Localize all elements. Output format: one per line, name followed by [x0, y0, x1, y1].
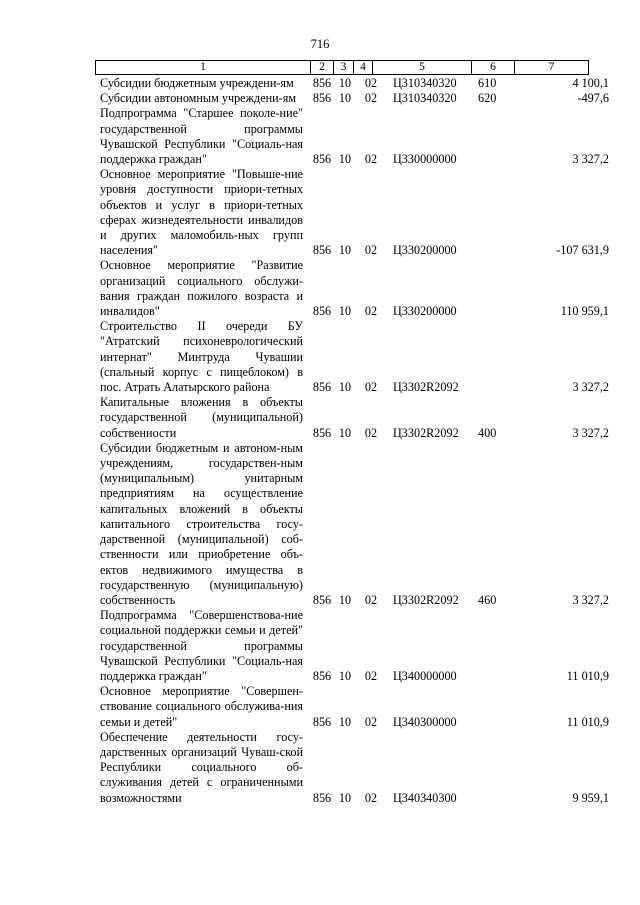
row-col-4: 02 — [364, 76, 378, 90]
row-col-4: 02 — [364, 304, 378, 319]
page-number: 716 — [310, 37, 330, 51]
row-col-5: Ц340300000 — [393, 714, 457, 729]
table-header — [95, 60, 589, 75]
row-col-7: -107 631,9 — [556, 243, 609, 258]
row-name: Капитальные вложения в объекты государственной (муниципальной) собственности — [100, 395, 303, 440]
row-name: Основное мероприятие "Повыше-ние уровня доступности приори-тетных объектов и услуг в приори-тетных сферах жизнедеятельности инвалидов и других маломобиль-ных групп населения" — [100, 167, 303, 258]
row-col-5: Ц310340320 — [393, 91, 457, 106]
header-col-6: 6 — [471, 61, 514, 74]
row-col-4: 02 — [364, 714, 378, 729]
row-col-7: -497,6 — [577, 91, 609, 106]
row-col-5: Ц3302R2092 — [393, 592, 459, 607]
table-row — [0, 91, 640, 106]
row-col-2: 856 — [312, 425, 332, 440]
table-row — [0, 258, 640, 319]
row-col-2: 856 — [312, 380, 332, 395]
row-col-6: 620 — [478, 91, 497, 106]
table-body — [0, 76, 640, 806]
table-row — [0, 608, 640, 684]
row-col-3: 10 — [338, 243, 352, 258]
row-col-4: 02 — [364, 790, 378, 805]
row-col-4: 02 — [364, 243, 378, 258]
header-col-3: 3 — [333, 61, 353, 74]
row-col-2: 856 — [312, 76, 332, 90]
row-col-3: 10 — [338, 714, 352, 729]
row-col-7: 3 327,2 — [572, 380, 609, 395]
row-col-3: 10 — [338, 152, 352, 167]
row-col-3: 10 — [338, 91, 352, 106]
row-col-2: 856 — [312, 668, 332, 683]
row-col-5: Ц3302R2092 — [393, 425, 459, 440]
header-col-7: 7 — [514, 61, 588, 74]
row-col-3: 10 — [338, 668, 352, 683]
row-col-2: 856 — [312, 152, 332, 167]
header-col-5: 5 — [372, 61, 471, 74]
row-col-4: 02 — [364, 380, 378, 395]
row-col-7: 3 327,2 — [572, 152, 609, 167]
row-col-5: Ц330200000 — [393, 304, 457, 319]
row-col-7: 110 959,1 — [560, 304, 609, 319]
row-col-6: 400 — [478, 425, 497, 440]
row-col-7: 11 010,9 — [566, 668, 609, 683]
row-col-6: 460 — [478, 592, 497, 607]
row-name: Субсидии автономным учреждени-ям — [100, 91, 297, 106]
row-name: Основное мероприятие "Развитие организаций социального обслужи-вания граждан пожилого возраста и инвалидов" — [100, 258, 303, 319]
row-col-3: 10 — [338, 790, 352, 805]
row-col-2: 856 — [312, 790, 332, 805]
row-col-7: 3 327,2 — [572, 592, 609, 607]
row-col-4: 02 — [364, 425, 378, 440]
row-col-4: 02 — [364, 91, 378, 106]
row-col-3: 10 — [338, 304, 352, 319]
row-col-7: 3 327,2 — [572, 425, 609, 440]
row-col-3: 10 — [338, 592, 352, 607]
row-col-3: 10 — [338, 425, 352, 440]
row-col-5: Ц330200000 — [393, 243, 457, 258]
row-name: Обеспечение деятельности госу-дарственных организаций Чуваш-ской Республики социального об-служивания детей с ограниченными возможностями — [100, 729, 303, 805]
table-row — [0, 106, 640, 167]
row-col-2: 856 — [312, 243, 332, 258]
table-row — [0, 730, 640, 806]
row-col-4: 02 — [364, 152, 378, 167]
table-row — [0, 76, 640, 91]
row-col-3: 10 — [338, 76, 352, 90]
table-row — [0, 395, 640, 441]
row-name: Подпрограмма "Совершенствова-ние социальной поддержки семьи и детей" государственной программы Чувашской Республики "Социаль-ная поддержка граждан" — [100, 608, 303, 683]
row-col-7: 4 100,1 — [572, 76, 609, 90]
header-col-4: 4 — [353, 61, 372, 74]
row-name: Субсидии бюджетным и автоном-ным учреждениям, государствен-ным (муниципальным) унитарным предприятиям на осуществление капитальных вложений в объекты капитального строительства госу-дарственной (муниципальной) соб-ственности или приобретение объ-ектов недвижимого имущества в государственную (муниципальную) собственность — [100, 440, 303, 607]
row-col-7: 11 010,9 — [566, 714, 609, 729]
row-col-2: 856 — [312, 91, 332, 106]
row-col-5: Ц340000000 — [393, 668, 457, 683]
row-col-6: 610 — [478, 76, 497, 90]
row-name: Субсидии бюджетным учреждени-ям — [100, 76, 294, 90]
row-col-5: Ц3302R2092 — [393, 380, 459, 395]
table-row — [0, 167, 640, 258]
row-col-4: 02 — [364, 668, 378, 683]
row-col-5: Ц330000000 — [393, 152, 457, 167]
row-name: Строительство II очереди БУ "Атратский психоневрологический интернат" Минтруда Чувашии (спальный корпус с пищеблоком) в пос. Атрать Алатырского района — [100, 319, 303, 395]
row-col-2: 856 — [312, 592, 332, 607]
row-col-2: 856 — [312, 304, 332, 319]
table-row — [0, 319, 640, 395]
header-col-2: 2 — [310, 61, 333, 74]
row-col-5: Ц310340320 — [393, 76, 457, 90]
header-col-1: 1 — [200, 61, 206, 73]
row-col-7: 9 959,1 — [572, 790, 609, 805]
table-row — [0, 684, 640, 730]
row-col-4: 02 — [364, 592, 378, 607]
row-col-3: 10 — [338, 380, 352, 395]
row-name: Основное мероприятие "Совершен-ствование социального обслужива-ния семьи и детей" — [100, 684, 303, 729]
row-name: Подпрограмма "Старшее поколе-ние" государственной программы Чувашской Республики "Социаль-ная поддержка граждан" — [100, 106, 303, 167]
row-col-2: 856 — [312, 714, 332, 729]
row-col-5: Ц340340300 — [393, 790, 457, 805]
table-row — [0, 441, 640, 608]
